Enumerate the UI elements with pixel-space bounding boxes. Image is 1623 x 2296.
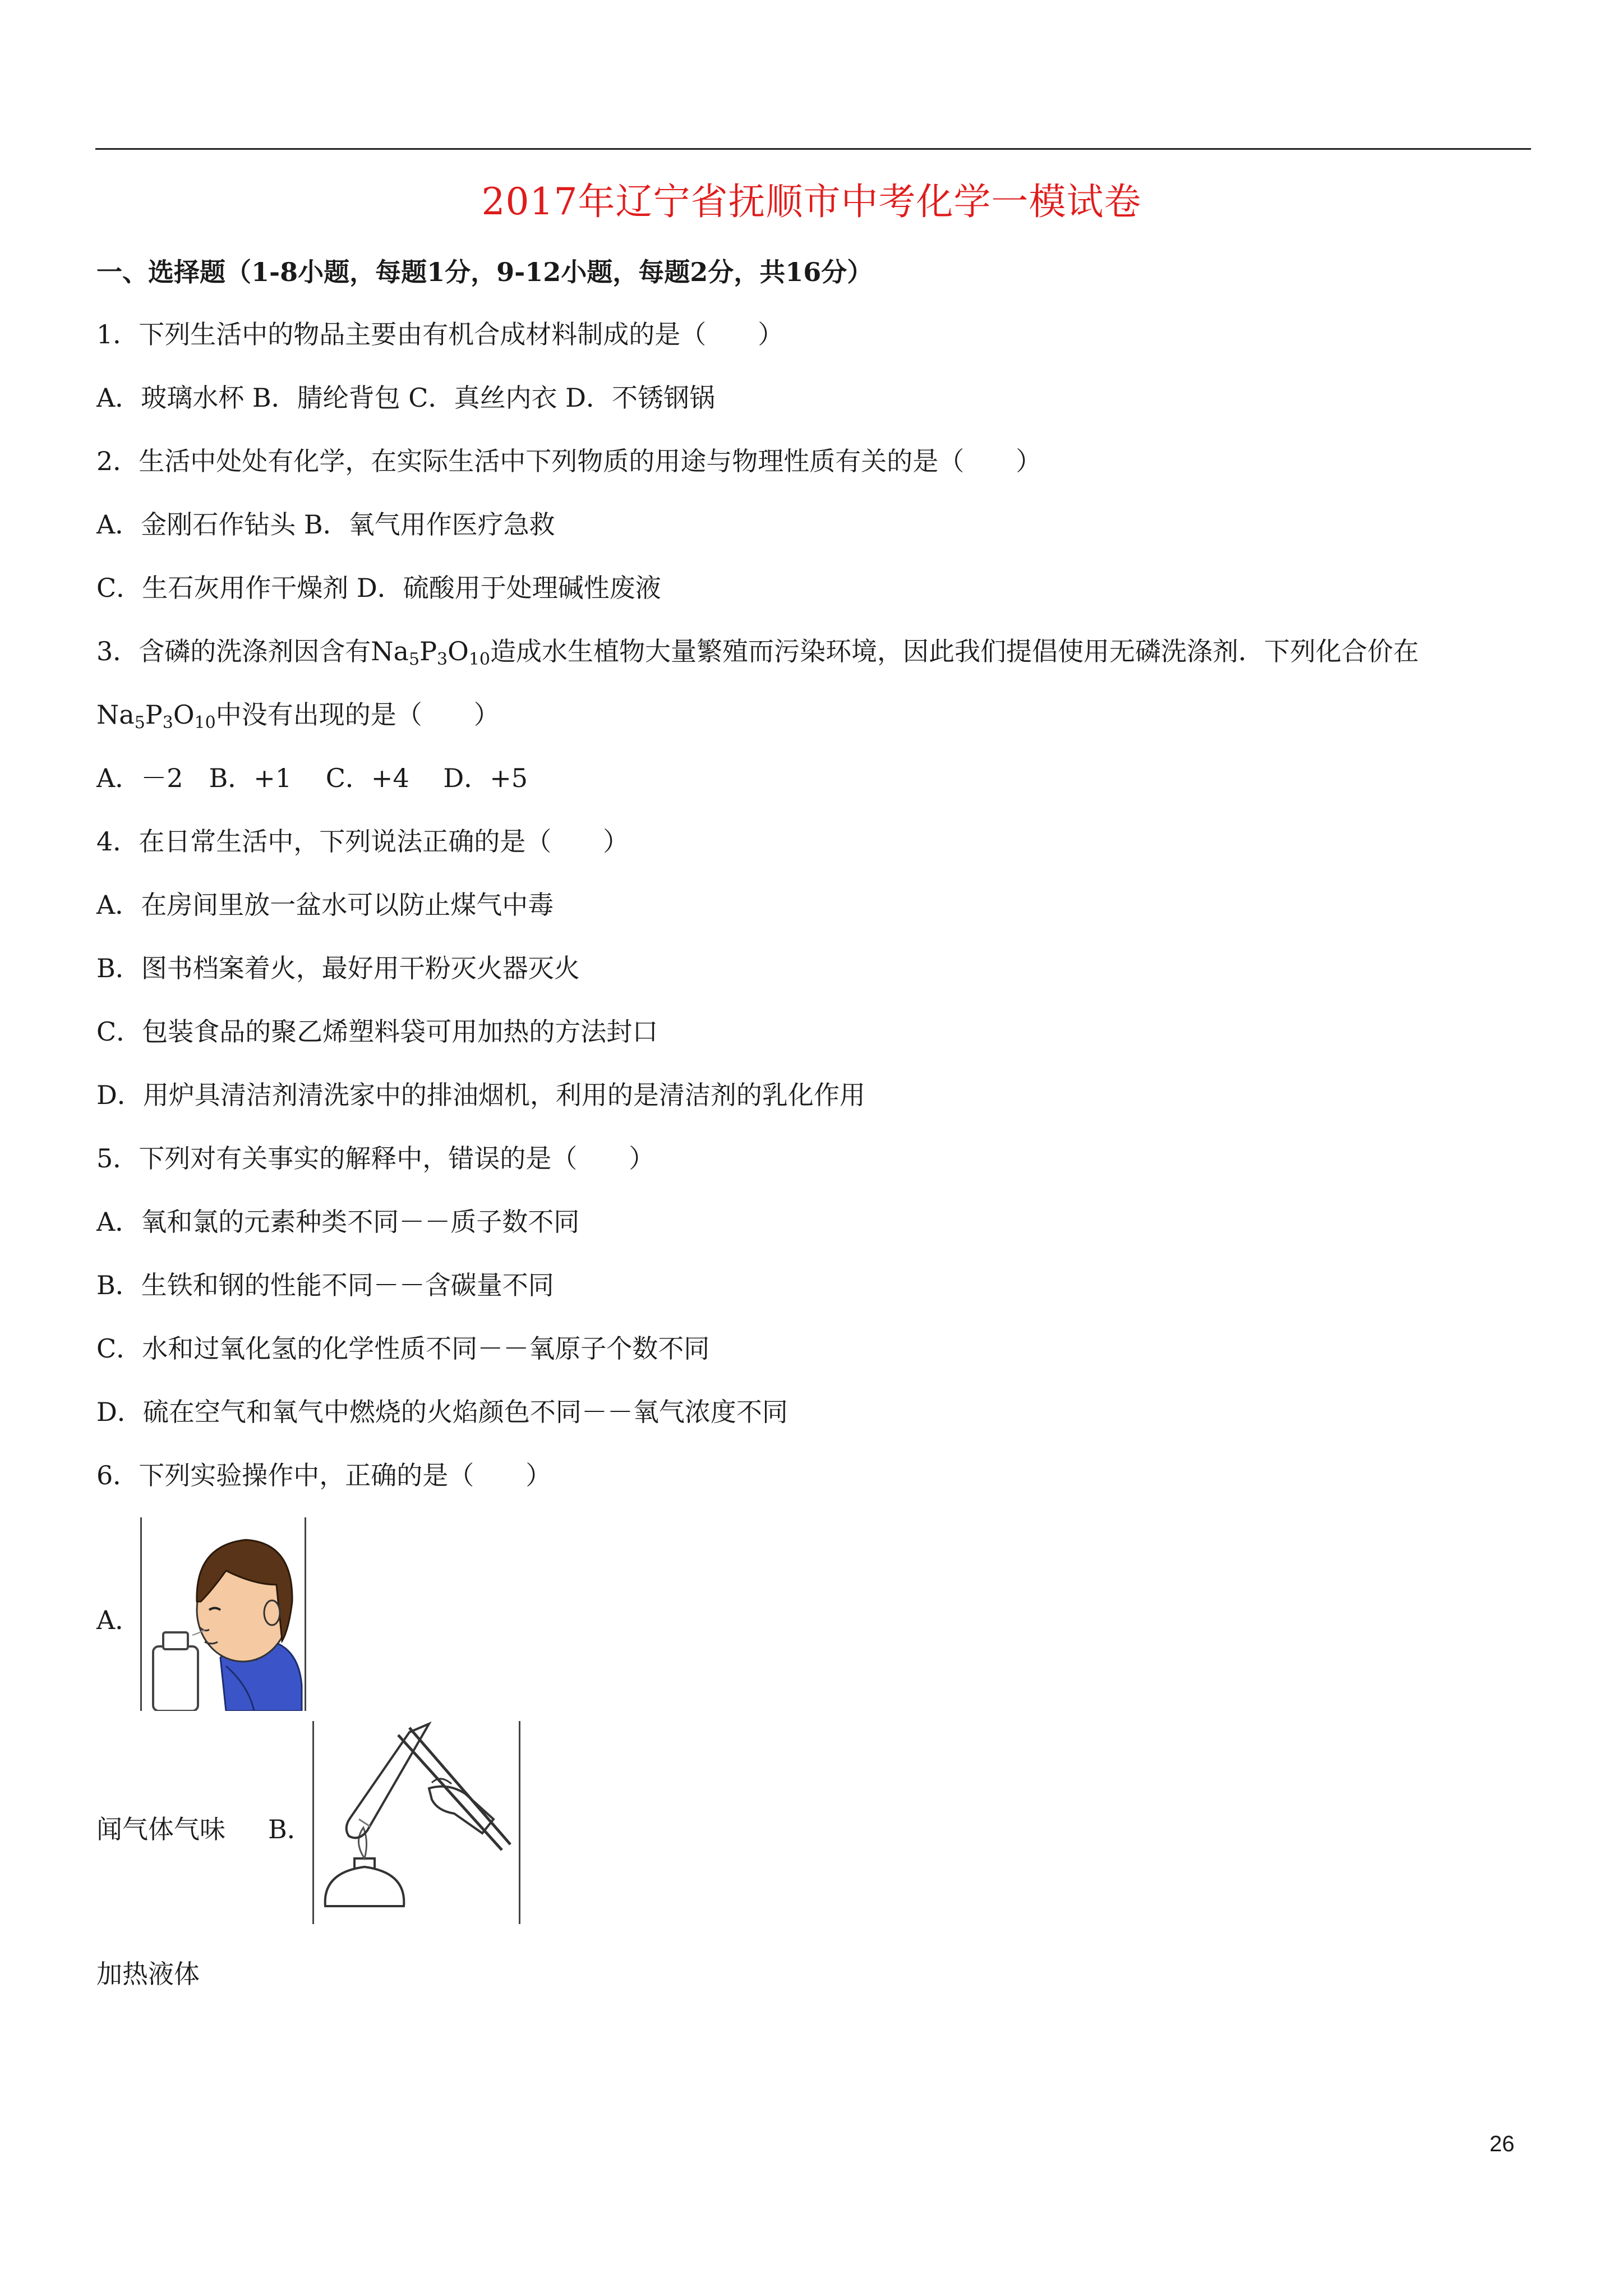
heat-liquid-figure [312,1721,520,1924]
q1-options: A．玻璃水杯 B．腈纶背包 C．真丝内衣 D．不锈钢锅 [96,383,715,413]
q3-stem-text-c: 中没有出现的是（ ） [215,700,500,730]
q1-stem: 1．下列生活中的物品主要由有机合成材料制成的是（ ） [96,319,784,349]
q2-options-ab: A．金刚石作钻头 B．氧气用作医疗急救 [96,509,555,540]
q3-stem-text-a: 3．含磷的洗涤剂因含有 [96,636,371,666]
q5-option-d: D．硫在空气和氧气中燃烧的火焰颜色不同－－氧气浓度不同 [96,1397,788,1427]
q6-option-a-caption: 闻气体气味 [96,1814,225,1844]
q2-stem: 2．生活中处处有化学，在实际生活中下列物质的用途与物理性质有关的是（ ） [96,446,1042,476]
q6-option-b-caption: 加热液体 [96,1959,200,1989]
smell-gas-figure [140,1517,306,1711]
q4-option-b: B．图书档案着火，最好用干粉灭火器灭火 [96,953,580,983]
q5-option-a: A．氧和氯的元素种类不同－－质子数不同 [96,1207,580,1237]
q5-option-b: B．生铁和钢的性能不同－－含碳量不同 [96,1270,554,1300]
page-title: 2017年辽宁省抚顺市中考化学一模试卷 [481,180,1142,223]
page-number: 26 [1490,2132,1515,2156]
q3-stem-line2 [96,702,500,731]
q3-options: A．－2 B．+1 C．+4 D．+5 [96,763,528,793]
header-rule [95,148,1531,150]
q6-option-a-label: A． [96,1605,141,1635]
q6-option-b-label: B． [268,1814,313,1844]
q4-stem: 4．在日常生活中，下列说法正确的是（ ） [96,826,629,857]
q6-stem: 6．下列实验操作中，正确的是（ ） [96,1460,552,1490]
q4-option-c: C．包装食品的聚乙烯塑料袋可用加热的方法封口 [96,1016,658,1047]
q5-option-c: C．水和过氧化氢的化学性质不同－－氧原子个数不同 [96,1333,710,1364]
q3-stem-line1 [96,638,1419,668]
section-heading: 一、选择题（1-8小题，每题1分，9-12小题，每题2分，共16分） [96,257,873,287]
q4-option-d: D．用炉具清洁剂清洗家中的排油烟机，利用的是清洁剂的乳化作用 [96,1080,865,1110]
person-smelling-bottle-illustration [142,1517,305,1711]
q2-options-cd: C．生石灰用作干燥剂 D．硫酸用于处理碱性废液 [96,573,661,603]
test-tube-heating-illustration [314,1721,519,1924]
q4-option-a: A．在房间里放一盆水可以防止煤气中毒 [96,890,554,920]
q5-stem: 5．下列对有关事实的解释中，错误的是（ ） [96,1143,655,1174]
formula-na5p3o10: $Na_5P_3O_{10}$ [371,636,491,669]
formula-na5p3o10: $Na_5P_3O_{10}$ [96,700,216,733]
q3-stem-text-b: 造成水生植物大量繁殖而污染环境，因此我们提倡使用无磷洗涤剂．下列化合价在 [490,636,1419,666]
